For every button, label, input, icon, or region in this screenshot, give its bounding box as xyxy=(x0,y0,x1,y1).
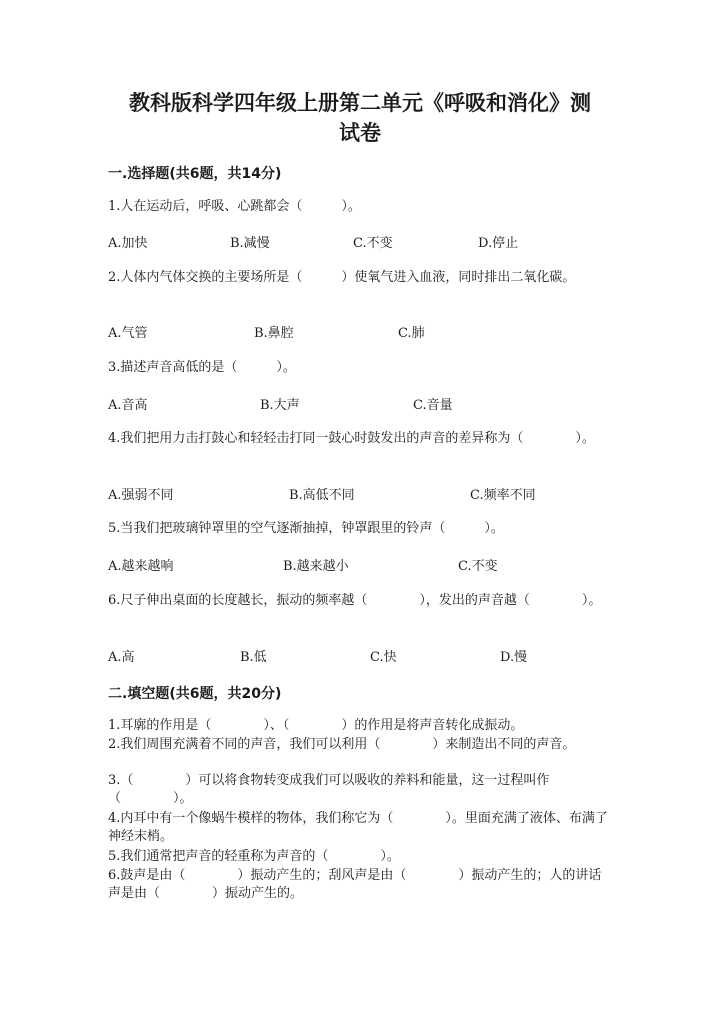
option-c: C.音量 xyxy=(413,398,453,413)
question-6-options xyxy=(108,646,608,666)
fill-item-1: 1.耳廓的作用是（ ）、（ ）的作用是将声音转化成振动。 xyxy=(108,718,524,733)
option-c: C.肺 xyxy=(398,326,425,341)
option-c: C.不变 xyxy=(353,236,393,251)
option-c: C.快 xyxy=(370,650,397,665)
fill-item-2: 2.我们周围充满着不同的声音，我们可以利用（ ）来制造出不同的声音。 xyxy=(108,737,576,752)
option-c: C.不变 xyxy=(458,559,498,574)
section-heading-choice: 一.选择题(共6题，共14分) xyxy=(108,166,282,182)
option-a: A.强弱不同 xyxy=(108,488,174,503)
title-line-1: 教科版科学四年级上册第二单元《呼吸和消化》测 xyxy=(129,90,591,115)
option-b: B.减慢 xyxy=(230,236,270,251)
page-title xyxy=(90,88,630,148)
option-b: B.高低不同 xyxy=(289,488,355,503)
fill-item-3: 3.（ ）可以将食物转变成我们可以吸收的养料和能量，这一过程叫作（ ）。 xyxy=(108,773,550,806)
section-heading-fill: 二.填空题(共6题，共20分) xyxy=(108,686,282,702)
option-a: A.越来越响 xyxy=(108,559,174,574)
option-c: C.频率不同 xyxy=(470,488,536,503)
question-4-options xyxy=(108,484,608,504)
question-3: 3.描述声音高低的是（ ）。 xyxy=(108,360,296,375)
question-1-options xyxy=(108,232,608,252)
question-1: 1.人在运动后，呼吸、心跳都会（ ）。 xyxy=(108,199,361,214)
option-a: A.高 xyxy=(108,650,135,665)
question-5-options xyxy=(108,555,608,575)
question-5: 5.当我们把玻璃钟罩里的空气逐渐抽掉，钟罩跟里的铃声（ ）。 xyxy=(108,521,504,536)
option-b: B.低 xyxy=(240,650,267,665)
option-a: A.加快 xyxy=(108,236,148,251)
option-b: B.大声 xyxy=(260,398,300,413)
option-b: B.越来越小 xyxy=(283,559,349,574)
option-d: D.停止 xyxy=(478,236,519,251)
title-line-2: 试卷 xyxy=(339,120,381,145)
option-d: D.慢 xyxy=(500,650,528,665)
option-a: A.音高 xyxy=(108,398,148,413)
question-4: 4.我们把用力击打鼓心和轻轻击打同一鼓心时鼓发出的声音的差异称为（ ）。 xyxy=(108,431,595,446)
fill-item-5: 5.我们通常把声音的轻重称为声音的（ ）。 xyxy=(108,849,400,864)
question-6: 6.尺子伸出桌面的长度越长，振动的频率越（ ），发出的声音越（ ）。 xyxy=(108,593,602,608)
fill-item-6: 6.鼓声是由（ ）振动产生的；刮风声是由（ ）振动产生的；人的讲话声是由（ ）振动产生的。 xyxy=(108,868,602,901)
question-2: 2.人体内气体交换的主要场所是（ ）使氧气进入血液，同时排出二氧化碳。 xyxy=(108,270,576,285)
fill-item-4: 4.内耳中有一个像蜗牛模样的物体，我们称它为（ ）。里面充满了液体、布满了神经末梢。 xyxy=(108,811,608,844)
question-2-options xyxy=(108,322,608,342)
option-b: B.鼻腔 xyxy=(254,326,294,341)
question-3-options xyxy=(108,394,608,414)
option-a: A.气管 xyxy=(108,326,148,341)
